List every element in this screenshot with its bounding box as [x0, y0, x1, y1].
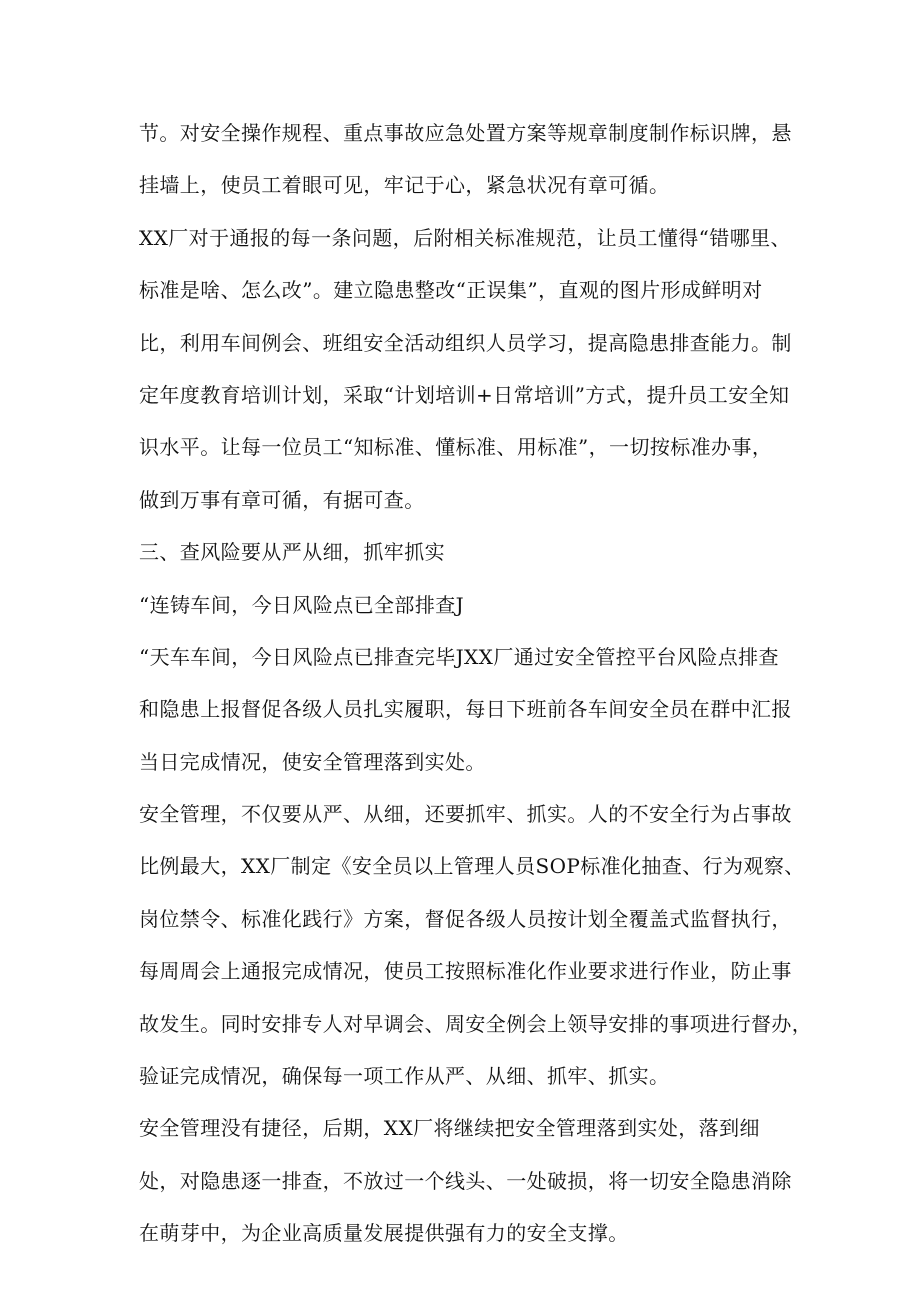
- text-line: “天车车间，今日风险点已排查完毕JXX厂通过安全管控平台风险点排查: [139, 644, 779, 669]
- text-line: 故发生。同时安排专人对早调会、周安全例会上领导安排的事项进行督办，: [139, 1011, 813, 1036]
- text-line: 每周周会上通报完成情况，使员工按照标准化作业要求进行作业，防止事: [139, 959, 792, 984]
- text-line: 标准是啥、怎么改”。建立隐患整改“正误集”，直观的图片形成鲜明对: [139, 278, 763, 303]
- text-line: 验证完成情况，确保每一项工作从严、从细、抓牢、抓实。: [139, 1064, 670, 1089]
- text-line: 三、查风险要从严从细，抓牢抓实: [139, 540, 445, 565]
- text-line: 安全管理没有捷径，后期，XX厂将继续把安全管理落到实处，落到细: [139, 1116, 760, 1141]
- text-line: 节。对安全操作规程、重点事故应急处置方案等规章制度制作标识牌，悬: [139, 121, 792, 145]
- body-text: [139, 113, 819, 1266]
- text-line: 定年度教育培训计划，采取“计划培训+日常培训”方式，提升员工安全知: [139, 382, 790, 407]
- text-line: 比例最大，XX厂制定《安全员以上管理人员SOP标准化抽查、行为观察、: [139, 854, 805, 879]
- text-line: 处，对隐患逐一排查，不放过一个线头、一处破损，将一切安全隐患消除: [139, 1168, 792, 1193]
- text-line: 和隐患上报督促各级人员扎实履职，每日下班前各车间安全员在群中汇报: [139, 697, 792, 722]
- text-line: 做到万事有章可循，有据可查。: [139, 487, 425, 512]
- text-line: XX厂对于通报的每一条问题，后附相关标准规范，让员工懂得“错哪里、: [139, 225, 791, 250]
- text-line: 比，利用车间例会、班组安全活动组织人员学习，提高隐患排查能力。制: [139, 330, 792, 355]
- text-line: 挂墙上，使员工着眼可见，牢记于心，紧急状况有章可循。: [139, 173, 670, 198]
- text-line: 当日完成情况，使安全管理落到实处。: [139, 749, 486, 774]
- text-line: “连铸车间，今日风险点已全部排查J: [139, 592, 465, 617]
- text-line: 在萌芽中，为企业高质量发展提供强有力的安全支撑。: [139, 1221, 629, 1246]
- text-line: 识水平。让每一位员工“知标准、懂标准、用标准”，一切按标准办事，: [139, 435, 773, 460]
- text-line: 岗位禁令、标准化践行》方案，督促各级人员按计划全覆盖式监督执行，: [139, 906, 792, 931]
- text-line: 安全管理，不仅要从严、从细，还要抓牢、抓实。人的不安全行为占事故: [139, 802, 792, 827]
